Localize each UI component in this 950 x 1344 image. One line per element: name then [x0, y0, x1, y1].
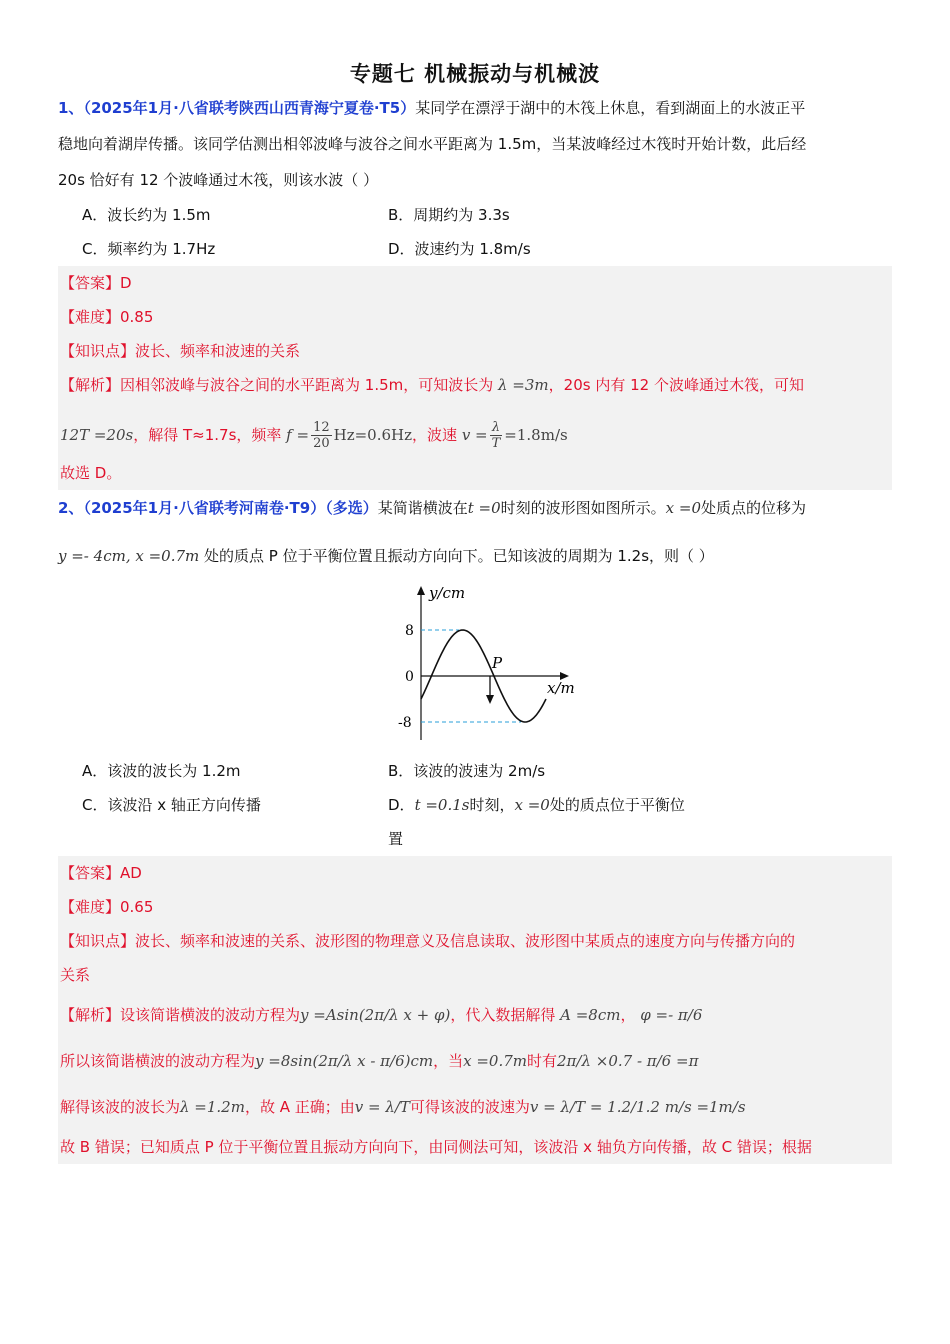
q2-analysis-2: [58, 1038, 892, 1084]
q2-analysis-1-amp: A =8cm: [560, 1006, 621, 1024]
q2-analysis-2-x: x =0.7m: [463, 1052, 527, 1070]
q1-analysis-2: [58, 414, 892, 456]
q2-analysis-3c: 可得该波的波速为: [409, 1098, 530, 1116]
q1-answer: 【答案】D: [60, 274, 132, 292]
q2-analysis-3-v-value: v = λ/T = 1.2/1.2 m/s =1m/s: [529, 1098, 746, 1116]
q2-option-d-text-c: 处的质点位于平衡位置: [388, 796, 685, 848]
q2-options: [58, 754, 892, 856]
q1-line-3: 20s 恰好有 12 个波峰通过木筏，则该水波（ ）: [58, 171, 379, 189]
q1-answer-box: [58, 266, 892, 490]
q1-analysis-gap: [58, 402, 892, 414]
q1-option-a[interactable]: A．波长约为 1.5m: [82, 206, 211, 224]
question-1: [58, 90, 892, 490]
q2-analysis-2-phase-eq: 2π/λ ×0.7 - π/6 =π: [557, 1052, 699, 1070]
q1-conclusion: 故选 D。: [60, 464, 122, 482]
q2-analysis-3-lambda: λ =1.2m: [180, 1098, 245, 1116]
q1-option-d[interactable]: D．波速约为 1.8m/s: [388, 240, 531, 258]
q1-v-numerator: λ: [490, 420, 503, 436]
q2-analysis-1b: ，代入数据解得: [450, 1006, 556, 1024]
q1-f-denominator: 20: [313, 436, 330, 451]
question-2: [58, 490, 892, 1164]
q1-v-denominator: T: [491, 436, 501, 451]
q1-analysis-v: v =: [461, 426, 488, 444]
q2-line-1: [58, 490, 892, 526]
q2-displacement: y =- 4cm, x =0.7m: [58, 547, 200, 565]
q2-analysis-3-v: v = λ/T: [354, 1098, 410, 1116]
q2-analysis-2-eq: y =8sin(2π/λ x - π/6)cm: [255, 1052, 434, 1070]
q2-option-d-text-b: 时刻，: [469, 796, 515, 814]
q2-answer-box: [58, 856, 892, 1164]
q2-analysis-1: 【解析】设该简谐横波的波动方程为y =Asin(2π/λ x + φ)，代入数据解得 A =8cm， φ =- π/6: [60, 1006, 703, 1024]
q1-f-numerator: 12: [313, 420, 330, 435]
q1-analysis-text-b: ，20s 内有 12 个波峰通过木筏，可知: [548, 376, 804, 394]
q1-line-1: [58, 90, 892, 126]
q2-option-c[interactable]: C．该波沿 x 轴正方向传播: [82, 796, 261, 814]
wave-figure: [58, 580, 892, 750]
q1-analysis-f-tail: Hz=0.6Hz: [333, 426, 413, 444]
q1-analysis-f-fraction: [311, 420, 332, 451]
waveform-graph: [365, 580, 585, 750]
q2-source: （2025年1月·八省联考河南卷·T9）（多选）: [83, 499, 378, 517]
q1-analysis-lambda: λ =3m: [498, 376, 549, 394]
q1-option-b[interactable]: B．周期约为 3.3s: [388, 206, 510, 224]
q2-text-1a: 某简谐横波在: [377, 499, 468, 517]
q2-analysis-2a: 所以该简谐横波的波动方程为: [60, 1052, 256, 1070]
q2-option-d-time: t =0.1s: [414, 796, 470, 814]
q2-option-b[interactable]: B．该波的波速为 2m/s: [388, 762, 546, 780]
q2-option-d-x: x =0: [514, 796, 550, 814]
q2-analysis-1a: 【解析】设该简谐横波的波动方程为: [60, 1006, 301, 1024]
q2-analysis-3b: ，故 A 正确；由: [244, 1098, 355, 1116]
q1-number: 1、: [58, 99, 84, 117]
document-page: [58, 58, 892, 1164]
x-axis-label: x/m: [547, 679, 575, 697]
q2-option-d-label: D．: [388, 796, 415, 814]
y-tick-0: 0: [405, 669, 414, 685]
q1-difficulty: 【难度】0.85: [60, 308, 154, 326]
page-title: 专题七 机械振动与机械波: [349, 62, 601, 86]
q1-analysis-1: [58, 368, 892, 402]
q1-source: （2025年1月·八省联考陕西山西青海宁夏卷·T5）: [83, 99, 416, 117]
q2-option-a[interactable]: A．该波的波长为 1.2m: [82, 762, 241, 780]
q2-analysis-4: 故 B 错误；已知质点 P 位于平衡位置且振动方向向下，由同侧法可知，该波沿 x 轴负方向传播，故 C 错误；根据: [60, 1138, 812, 1156]
q2-x-zero: x =0: [665, 499, 701, 517]
p-down-arrow-icon: [486, 695, 494, 704]
q1-text-1: 某同学在漂浮于湖中的木筏上休息，看到湖面上的水波正平: [415, 99, 806, 117]
q2-analysis-3: [58, 1084, 892, 1130]
y-axis-arrow-icon: [417, 586, 425, 595]
y-axis-label: y/cm: [429, 584, 466, 602]
q1-analysis-text-a: 【解析】因相邻波峰与波谷之间的水平距离为 1.5m，可知波长为: [60, 376, 494, 394]
y-tick-neg8: -8: [398, 715, 412, 731]
q2-knowledge-1: 【知识点】波长、频率和波速的关系、波形图的物理意义及信息读取、波形图中某质点的速度方向与传播方向的: [60, 932, 796, 950]
y-tick-8: 8: [405, 623, 414, 639]
q1-analysis-v-tail: =1.8m/s: [504, 426, 568, 444]
q2-gap: [58, 526, 892, 538]
q2-option-d[interactable]: [388, 788, 694, 856]
q2-text-1b: 时刻的波形图如图所示。: [500, 499, 666, 517]
q2-difficulty: 【难度】0.65: [60, 898, 154, 916]
q2-text-2: 处的质点 P 位于平衡位置且振动方向向下。已知该波的周期为 1.2s，则（ ）: [204, 547, 714, 565]
q1-line-2: 稳地向着湖岸传播。该同学估测出相邻波峰与波谷之间水平距离为 1.5m，当某波峰经过木筏时开始计数，此后经: [58, 135, 807, 153]
q2-text-1c: 处质点的位移为: [701, 499, 807, 517]
q1-option-c[interactable]: C．频率约为 1.7Hz: [82, 240, 216, 258]
q1-analysis-v-fraction: [490, 420, 503, 451]
q2-analysis-2c: 时有: [527, 1052, 558, 1070]
q1-analysis-f: f =: [286, 426, 310, 444]
q1-analysis-period-eq: 12T =20s: [60, 426, 134, 444]
q1-knowledge: 【知识点】波长、频率和波速的关系: [60, 342, 301, 360]
q2-answer: 【答案】AD: [60, 864, 142, 882]
q2-analysis-2b: ，当: [433, 1052, 464, 1070]
q1-analysis-text-c: ，解得 T≈1.7s，频率: [133, 426, 282, 444]
q2-line-2: [58, 538, 892, 574]
q2-number: 2、: [58, 499, 84, 517]
q2-analysis-1-phase: φ =- π/6: [640, 1006, 703, 1024]
q2-time-zero: t =0: [467, 499, 501, 517]
q1-options: [58, 198, 892, 266]
q2-analysis-1-eq: y =Asin(2π/λ x + φ): [300, 1006, 451, 1024]
q2-analysis-3a: 解得该波的波长为: [60, 1098, 181, 1116]
q2-knowledge-2: 关系: [60, 966, 91, 984]
q1-analysis-text-d: ，波速: [412, 426, 458, 444]
point-p-label: P: [492, 654, 503, 672]
